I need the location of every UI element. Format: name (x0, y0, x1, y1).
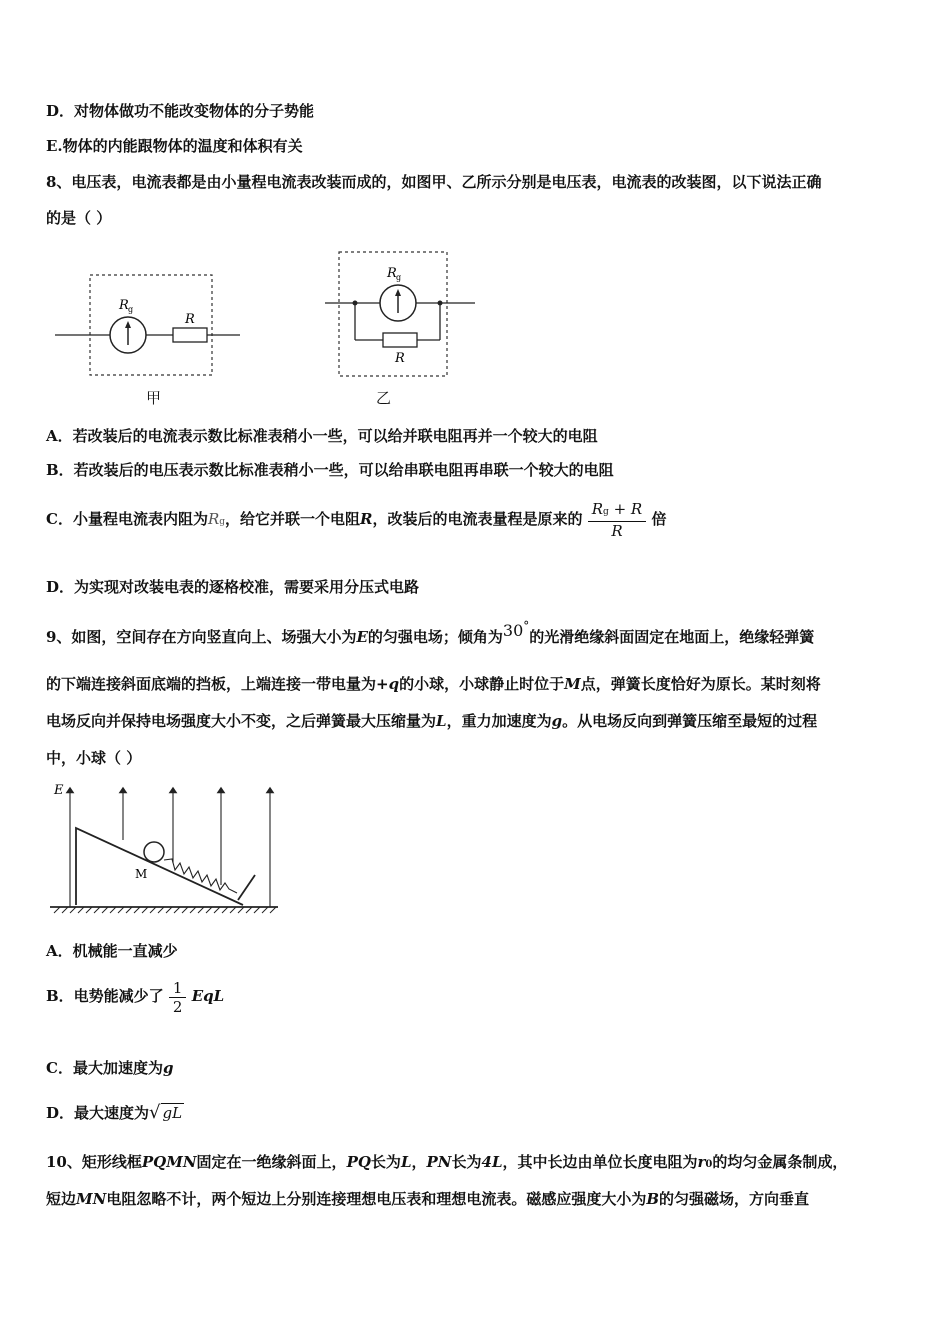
q8c-rg: R (207, 510, 220, 528)
q10-1j: 4L (481, 1153, 503, 1171)
q9b-fraction (169, 979, 187, 1016)
q8-stem-line1: 8、电压表，电流表都是由小量程电流表改装而成的，如图甲、乙所示分别是电压表，电流表的改装图，以下说法正确 (46, 173, 822, 191)
q10-1e: 长为 (370, 1153, 401, 1171)
q9-s3a: 电场反向并保持电场强度大小不变，之后弹簧最大压缩量为 (46, 712, 437, 730)
q9-s3c: 。从电场反向到弹簧压缩至最短的过程 (562, 712, 818, 730)
q9-s2c: 点，弹簧长度恰好为原长。某时刻将 (580, 675, 821, 693)
q9b-den: 2 (172, 997, 183, 1016)
q9b-num: 1 (169, 979, 187, 998)
q9-s2m: M (564, 675, 581, 693)
jia-caption: 甲 (146, 389, 162, 407)
q8c-fraction (588, 500, 646, 540)
q9-angle: 30 (502, 621, 524, 640)
q9-s2q: +q (376, 675, 400, 693)
q8-figure-jia (55, 265, 240, 385)
q8-option-b: B．若改装后的电压表示数比标准表稍小一些，可以给串联电阻再串联一个较大的电阻 (46, 461, 614, 479)
q8-option-c (46, 497, 666, 544)
q9-option-b (46, 974, 224, 1018)
yi-rg-label: R (387, 266, 397, 281)
q8c-rg-sub: g (219, 517, 226, 527)
q10-1b: PQMN (141, 1153, 197, 1171)
q9d-pre: D．最大速度为 (46, 1104, 150, 1122)
q9b-pre: B．电势能减少了 (46, 987, 164, 1005)
q10-1g: ， (411, 1153, 427, 1171)
q9d-rad: gL (162, 1104, 183, 1122)
q9-s2a: 的下端连接斜面底端的挡板，上端连接一带电量为 (46, 675, 377, 693)
q9-s2b: 的小球，小球静止时位于 (399, 675, 565, 693)
yi-rg-sub: g (396, 273, 402, 282)
q10-1l: r (697, 1153, 706, 1171)
q8c-frac-num-rest: + R (608, 500, 643, 518)
q9-fig-m-label: M (135, 867, 148, 881)
q10-1c: 固定在一绝缘斜面上， (196, 1153, 347, 1171)
q10-1i: 长为 (451, 1153, 482, 1171)
q9-s3b: ，重力加速度为 (446, 712, 552, 730)
q8c-r: R (360, 510, 373, 528)
q9-fig-e-label: E (54, 783, 64, 798)
q9-stem-line3 (46, 711, 817, 731)
q9-stem-line1 (46, 619, 815, 647)
q9-option-a: A．机械能一直减少 (46, 942, 178, 960)
q8-option-a: A．若改装后的电流表示数比标准表稍小一些，可以给并联电阻再并一个较大的电阻 (46, 427, 598, 445)
q9-s1e: E (356, 628, 368, 646)
q9d-sqrt: √ gL (149, 1102, 183, 1123)
q10-line1 (46, 1152, 847, 1175)
q9-stem-line4: 中，小球（ ） (46, 749, 142, 767)
jia-r-label: R (185, 312, 195, 327)
q10-1k: ，其中长边由单位长度电阻为 (502, 1153, 698, 1171)
yi-r-label: R (395, 351, 405, 366)
q9-stem-line2 (46, 674, 821, 694)
q8c-mid: ，给它并联一个电阻 (225, 510, 361, 528)
q9-s1b: 的匀强电场；倾角为 (367, 628, 503, 646)
q9-s3l: L (436, 712, 447, 730)
q8-stem-line2: 的是（ ） (46, 209, 112, 227)
q10-1h: PN (426, 1153, 452, 1171)
q10-2a: 短边 (46, 1190, 77, 1208)
jia-rg-label: R (119, 298, 129, 313)
q8c-frac-num: R (591, 500, 604, 518)
q10-1a: 10、矩形线框 (46, 1153, 142, 1171)
q9-s3g: g (551, 712, 563, 730)
q9c-g: g (162, 1059, 174, 1077)
q8c-post: ，改装后的电流表量程是原来的 (372, 510, 583, 528)
q9-option-d (46, 1100, 184, 1126)
q10-2d: B (646, 1190, 660, 1208)
q10-line2 (46, 1189, 809, 1209)
q9-s1c: 的光滑绝缘斜面固定在地面上，绝缘轻弹簧 (529, 628, 815, 646)
q8c-end: 倍 (651, 510, 667, 528)
q9c-pre: C．最大加速度为 (46, 1059, 163, 1077)
q7-option-e: E.物体的内能跟物体的温度和体积有关 (46, 137, 303, 155)
yi-caption: 乙 (376, 389, 392, 407)
q7-option-d: D．对物体做功不能改变物体的分子势能 (46, 102, 315, 120)
q10-2e: 的匀强磁场，方向垂直 (659, 1190, 810, 1208)
q9-s1a: 9、如图，空间存在方向竖直向上、场强大小为 (46, 628, 357, 646)
q8c-pre: C．小量程电流表内阻为 (46, 510, 208, 528)
q10-2b: MN (76, 1190, 107, 1208)
q9-option-c (46, 1058, 173, 1078)
q10-1m: 的均匀金属条制成， (712, 1153, 848, 1171)
q10-1d: PQ (346, 1153, 371, 1171)
q10-1l-sub: 0 (705, 1159, 713, 1170)
q10-2c: 电阻忽略不计，两个短边上分别连接理想电压表和理想电流表。磁感应强度大小为 (106, 1190, 647, 1208)
q8c-frac-den: R (611, 522, 623, 540)
q8-figure-yi (325, 248, 475, 380)
q9-figure (48, 780, 280, 915)
jia-rg-sub: g (128, 305, 134, 314)
q9-deg: ° (523, 619, 530, 633)
q8c-frac-num-sub: g (603, 507, 609, 517)
q9b-post: EqL (191, 987, 225, 1005)
q8-option-d: D．为实现对改装电表的逐格校准，需要采用分压式电路 (46, 578, 420, 596)
q10-1f: L (400, 1153, 412, 1171)
